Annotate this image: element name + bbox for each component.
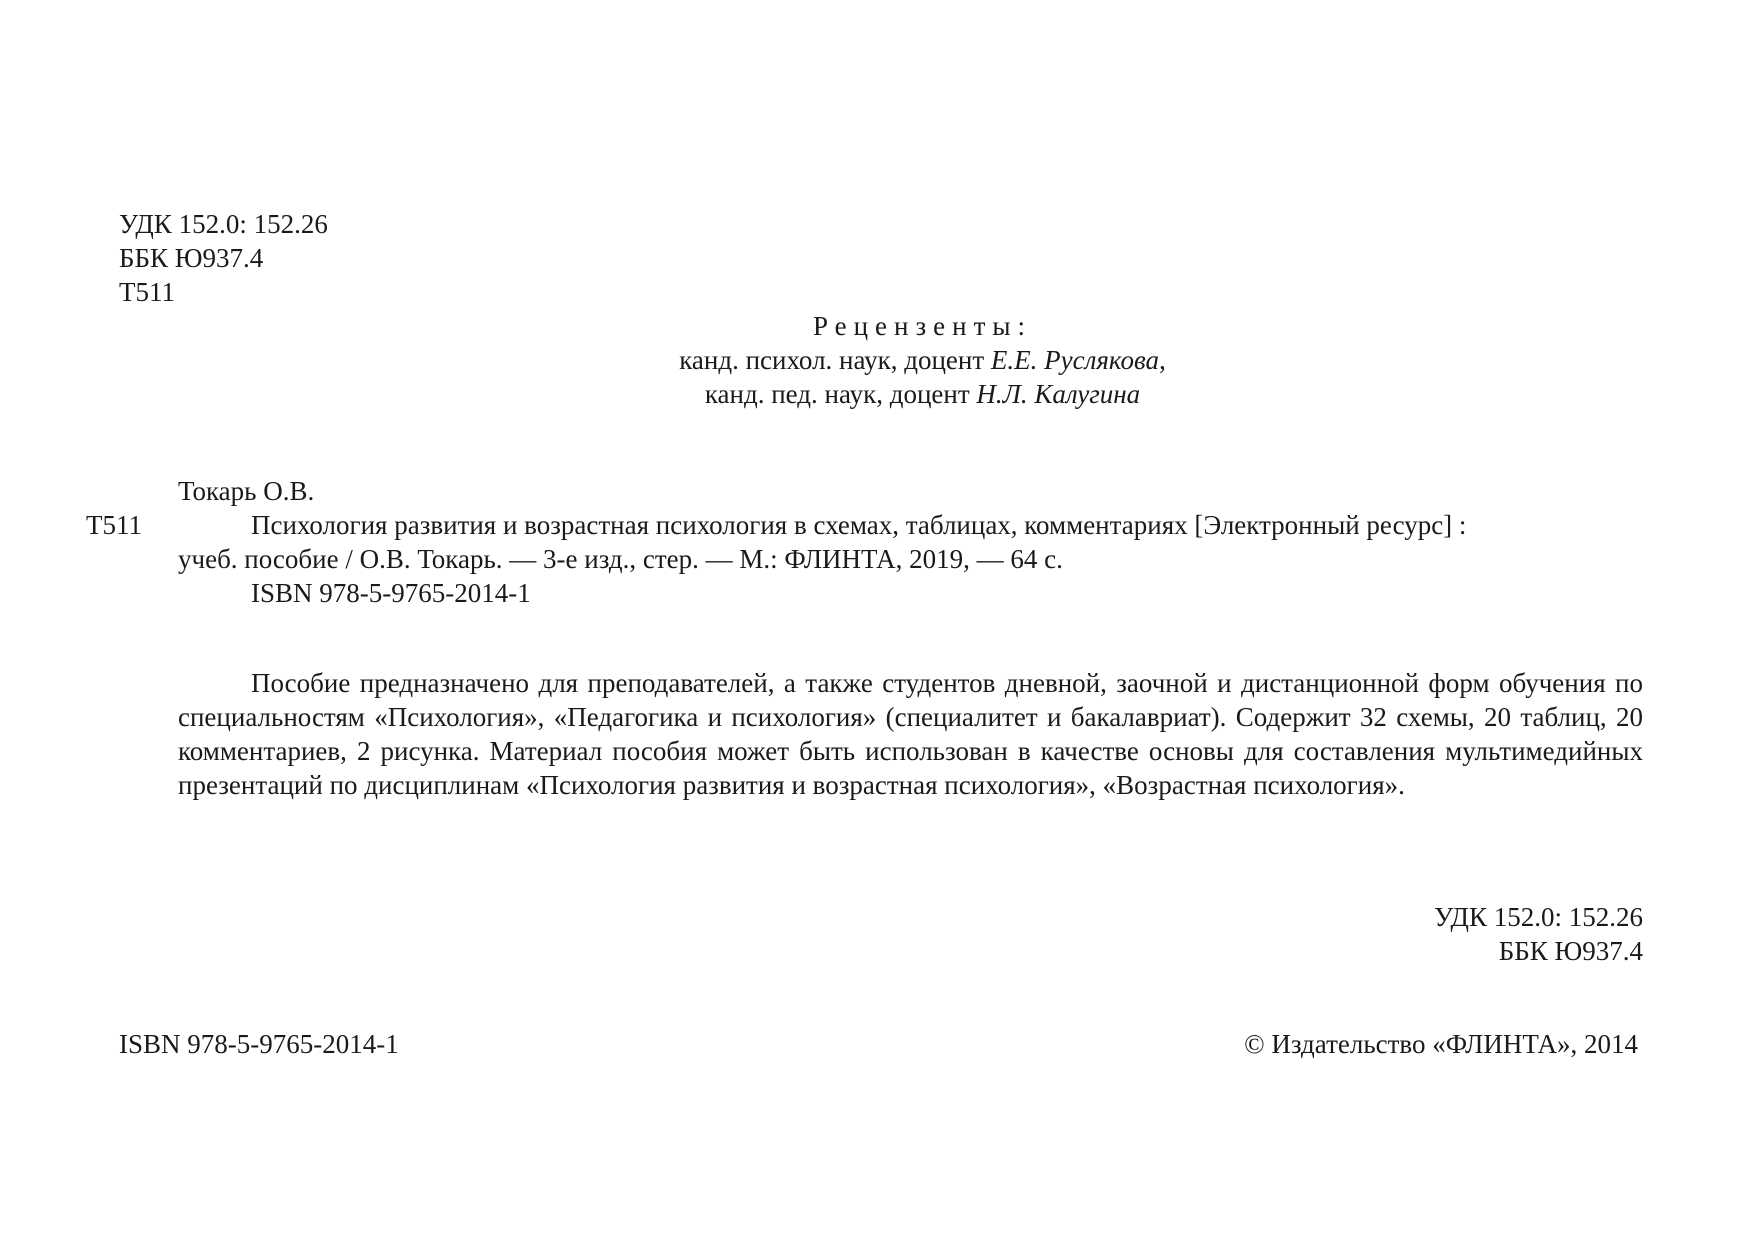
reviewer-2-name: Н.Л. Калугина bbox=[976, 379, 1141, 409]
record-author: Токарь О.В. bbox=[178, 476, 315, 506]
reviewers-heading: Рецензенты: bbox=[812, 311, 1033, 341]
reviewer-1-suffix: , bbox=[1159, 345, 1166, 375]
record-margin-mark: Т511 bbox=[86, 510, 142, 540]
annotation-block bbox=[178, 666, 1643, 802]
reviewer-1-name: Е.Е. Руслякова bbox=[990, 345, 1160, 375]
reviewer-line-2 bbox=[0, 381, 1755, 408]
footer-isbn: ISBN 978-5-9765-2014-1 bbox=[119, 1029, 399, 1059]
footer-copyright: © Издательство «ФЛИНТА», 2014 bbox=[1244, 1029, 1638, 1059]
author-mark-top: Т511 bbox=[119, 277, 175, 307]
reviewer-2-prefix: канд. пед. наук, доцент bbox=[704, 379, 977, 409]
annotation-paragraph: Пособие предназначено для преподавателей, а также студентов дневной, заочной и дистанционной форм обучения по специальностям «Психология», «Педагогика и психология» (специалитет и бакалавриат). Содержит 32 схемы, 20 таблиц, 20 комментариев, 2 рисунка. Материал пособия может быть использован в качестве основы для составления мультимедийных презентаций по дисциплинам «Психология развития и возрастная психология», «Возрастная психология». bbox=[178, 668, 1643, 800]
bbk-code-top: ББК Ю937.4 bbox=[119, 243, 264, 273]
reviewer-1-prefix: канд. психол. наук, доцент bbox=[679, 345, 991, 375]
reviewer-line-1 bbox=[0, 347, 1755, 374]
udk-code-bottom: УДК 152.0: 152.26 bbox=[1434, 902, 1643, 932]
bbk-code-bottom: ББК Ю937.4 bbox=[1498, 936, 1643, 966]
record-details-line: учеб. пособие / О.В. Токарь. — 3-е изд., стер. — М.: ФЛИНТА, 2019, — 64 с. bbox=[178, 544, 1063, 574]
udk-code-top: УДК 152.0: 152.26 bbox=[119, 209, 328, 239]
record-isbn: ISBN 978-5-9765-2014-1 bbox=[251, 578, 531, 608]
record-title-line: Психология развития и возрастная психология в схемах, таблицах, комментариях [Электронный ресурс] : bbox=[251, 510, 1467, 540]
